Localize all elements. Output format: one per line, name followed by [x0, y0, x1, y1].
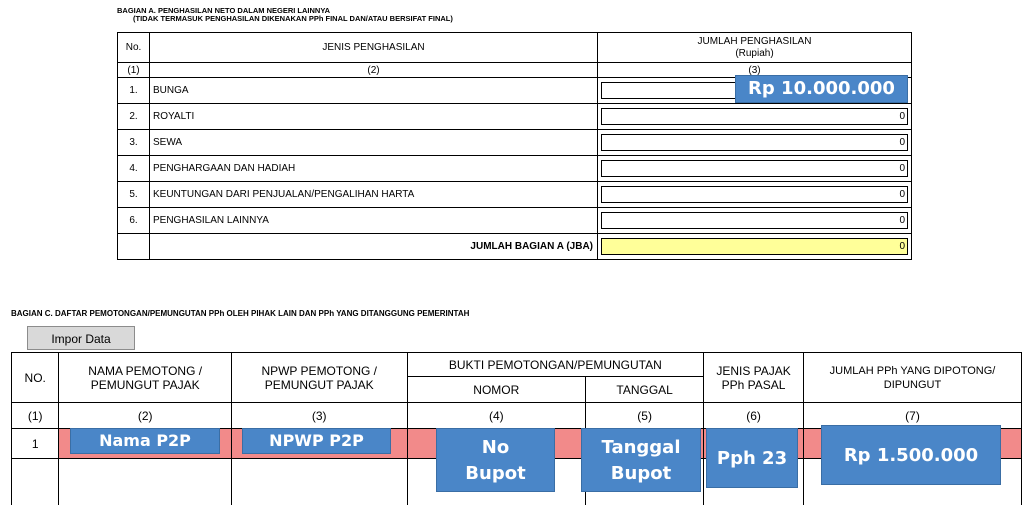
row-no: 2.: [118, 104, 150, 130]
col-num-3: (3): [598, 63, 912, 78]
npwp-p2p-overlay: NPWP P2P: [242, 428, 391, 454]
col-num-1: (1): [118, 63, 150, 78]
col-header-no: No.: [118, 33, 150, 63]
row-amount-cell: [598, 208, 912, 234]
c-col-bukti: BUKTI PEMOTONGAN/PEMUNGUTAN: [407, 353, 704, 377]
row-amount-cell: [598, 156, 912, 182]
tanggal-bupot-overlay: [581, 428, 701, 492]
c-empty-cell: [231, 459, 407, 505]
col-header-jumlah-line2: (Rupiah): [735, 47, 774, 59]
no-bupot-line2: Bupot: [465, 463, 526, 484]
section-c-title: BAGIAN C. DAFTAR PEMOTONGAN/PEMUNGUTAN PPh OLEH PIHAK LAIN DAN PPh YANG DITANGGUNG PEMERINTAH: [11, 309, 470, 318]
row-label-keuntungan: KEUNTUNGAN DARI PENJUALAN/PENGALIHAN HARTA: [150, 182, 598, 208]
row-amount-cell: [598, 130, 912, 156]
c-col-no: NO.: [12, 353, 59, 403]
c-col-nama-line1: NAMA PEMOTONG /: [88, 363, 203, 378]
c-col-npwp-line2: PEMUNGUT PAJAK: [264, 377, 374, 392]
c-col-nama-line2: PEMUNGUT PAJAK: [90, 377, 200, 392]
c-empty-cell: [12, 459, 59, 505]
royalti-input[interactable]: 0: [601, 108, 908, 125]
row-label-bunga: BUNGA: [150, 78, 598, 104]
c-num-7: (7): [804, 403, 1022, 429]
no-bupot-line1: No: [481, 437, 510, 458]
col-header-jumlah-line1: JUMLAH PENGHASILAN: [697, 35, 812, 47]
impor-data-button[interactable]: Impor Data: [27, 326, 135, 350]
c-col-npwp-line1: NPWP PEMOTONG /: [261, 363, 378, 378]
col-header-jumlah: [598, 33, 912, 63]
col-header-jenis: JENIS PENGHASILAN: [150, 33, 598, 63]
c-num-2: (2): [59, 403, 232, 429]
no-bupot-overlay: [436, 428, 555, 492]
section-a-table: [117, 32, 912, 260]
total-no-cell: [118, 234, 150, 260]
c-num-4: (4): [407, 403, 586, 429]
row-amount-cell: [598, 104, 912, 130]
c-col-tanggal: TANGGAL: [586, 377, 704, 403]
tanggal-bupot-line1: Tanggal: [601, 437, 681, 458]
row-no: 5.: [118, 182, 150, 208]
c-num-3: (3): [231, 403, 407, 429]
row-no: 1.: [118, 78, 150, 104]
c-col-jumlah-line1: JUMLAH PPh YANG DIPOTONG/: [829, 364, 996, 377]
pph-23-overlay: Pph 23: [706, 428, 798, 488]
row-no: 6.: [118, 208, 150, 234]
c-col-jenis-line1: JENIS PAJAK: [716, 363, 791, 378]
c-col-nomor: NOMOR: [407, 377, 586, 403]
hadiah-input[interactable]: 0: [601, 160, 908, 177]
row-no: 4.: [118, 156, 150, 182]
section-a-title: BAGIAN A. PENGHASILAN NETO DALAM NEGERI LAINNYA: [117, 6, 331, 15]
col-num-2: (2): [150, 63, 598, 78]
row-label-royalti: ROYALTI: [150, 104, 598, 130]
row-label-sewa: SEWA: [150, 130, 598, 156]
total-value: 0: [601, 238, 908, 255]
c-col-npwp: [231, 353, 407, 403]
c-col-jumlah: [804, 353, 1022, 403]
jumlah-pph-overlay: Rp 1.500.000: [821, 425, 1001, 485]
c-col-jumlah-line2: DIPUNGUT: [883, 378, 942, 391]
section-a-subtitle: (TIDAK TERMASUK PENGHASILAN DIKENAKAN PPh FINAL DAN/ATAU BERSIFAT FINAL): [133, 14, 453, 23]
total-label: JUMLAH BAGIAN A (JBA): [150, 234, 598, 260]
c-num-5: (5): [586, 403, 704, 429]
tanggal-bupot-line2: Bupot: [610, 463, 672, 484]
row-label-hadiah: PENGHARGAAN DAN HADIAH: [150, 156, 598, 182]
c-col-jenis-line2: PPh PASAL: [721, 377, 786, 392]
row-no: 3.: [118, 130, 150, 156]
c-num-6: (6): [704, 403, 804, 429]
bunga-overlay-label: Rp 10.000.000: [735, 75, 908, 103]
c-row-no: 1: [12, 429, 59, 459]
nama-p2p-overlay: Nama P2P: [70, 428, 220, 454]
row-label-lainnya: PENGHASILAN LAINNYA: [150, 208, 598, 234]
c-num-1: (1): [12, 403, 59, 429]
total-amount-cell: [598, 234, 912, 260]
c-col-jenis: [704, 353, 804, 403]
keuntungan-input[interactable]: 0: [601, 186, 908, 203]
row-amount-cell: [598, 182, 912, 208]
sewa-input[interactable]: 0: [601, 134, 908, 151]
c-col-nama: [59, 353, 232, 403]
c-empty-cell: [59, 459, 232, 505]
lainnya-input[interactable]: 0: [601, 212, 908, 229]
